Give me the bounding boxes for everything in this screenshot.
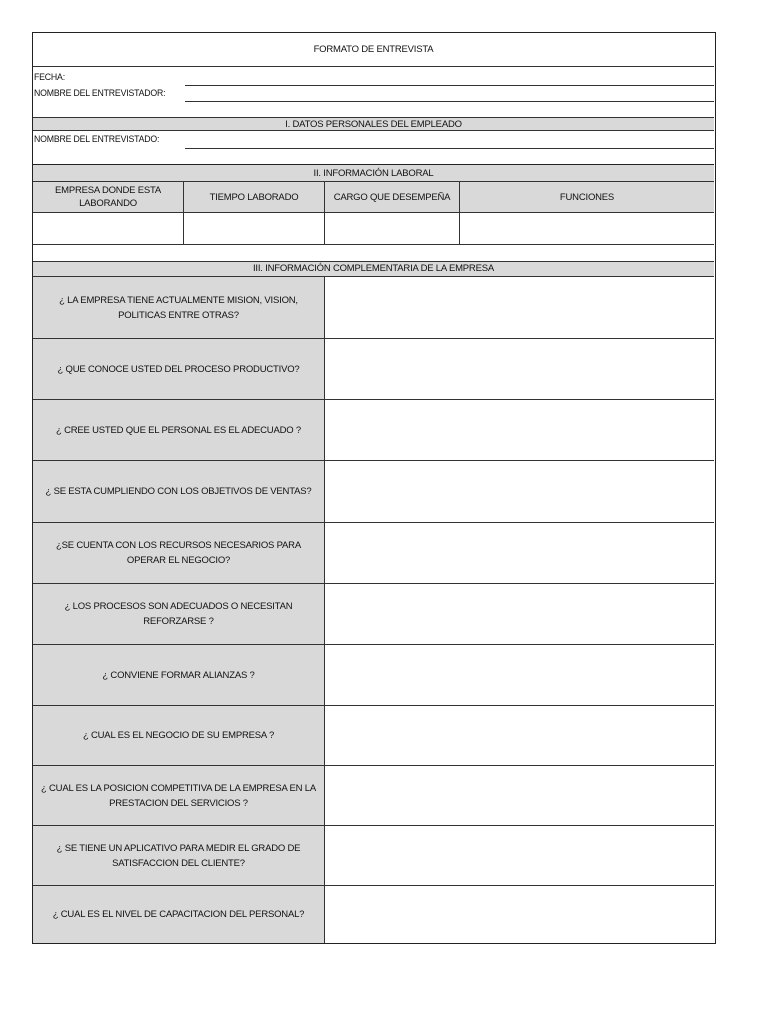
question-row	[33, 523, 714, 584]
form-title-text: FORMATO DE ENTREVISTA	[313, 44, 434, 55]
question-label	[33, 523, 325, 583]
section3-header	[33, 261, 714, 277]
question-label	[33, 461, 325, 522]
answer-field[interactable]	[325, 645, 714, 705]
answer-field[interactable]	[325, 886, 714, 943]
answer-field[interactable]	[325, 584, 714, 644]
col-empresa-label: EMPRESA DONDE ESTA LABORANDO	[54, 185, 162, 209]
question-text: ¿ QUE CONOCE USTED DEL PROCESO PRODUCTIVO?	[57, 363, 300, 375]
laboral-table-row	[33, 213, 714, 245]
question-text: ¿ CUAL ES EL NEGOCIO DE SU EMPRESA ?	[82, 730, 275, 741]
fecha-label: FECHA:	[34, 72, 65, 83]
form-title	[33, 33, 714, 66]
question-row	[33, 400, 714, 461]
entrevistador-field[interactable]	[185, 87, 714, 100]
entrevistado-underline	[185, 148, 714, 149]
cell-empresa[interactable]	[33, 213, 184, 244]
section3-title: III. INFORMACIÓN COMPLEMENTARIA DE LA EMPRESA	[252, 263, 495, 274]
cell-funciones[interactable]	[460, 213, 714, 244]
question-text: ¿ SE ESTA CUMPLIENDO CON LOS OBJETIVOS DE VENTAS?	[45, 486, 312, 497]
question-row	[33, 584, 714, 645]
entrevistado-field[interactable]	[185, 133, 714, 146]
fecha-underline	[185, 85, 714, 86]
cell-cargo[interactable]	[325, 213, 460, 244]
interview-form	[32, 32, 716, 944]
laboral-table-header	[33, 182, 714, 213]
answer-field[interactable]	[325, 706, 714, 765]
question-label	[33, 766, 325, 825]
col-funciones	[460, 182, 714, 212]
section1-title: I. DATOS PERSONALES DEL EMPLEADO	[285, 119, 462, 130]
answer-field[interactable]	[325, 400, 714, 460]
question-text: ¿ CREE USTED QUE EL PERSONAL ES EL ADECUADO ?	[56, 424, 301, 436]
section1-header	[33, 117, 714, 131]
answer-field[interactable]	[325, 826, 714, 885]
divider	[33, 66, 714, 67]
question-row	[33, 886, 714, 943]
col-empresa	[33, 182, 184, 212]
question-label	[33, 400, 325, 460]
question-label	[33, 339, 325, 399]
question-row	[33, 766, 714, 826]
entrevistado-label: NOMBRE DEL ENTREVISTADO:	[34, 134, 160, 145]
col-tiempo-label: TIEMPO LABORADO	[209, 191, 299, 203]
question-text: ¿ CUAL ES EL NIVEL DE CAPACITACION DEL PERSONAL?	[52, 909, 305, 920]
question-row	[33, 645, 714, 706]
question-label	[33, 277, 325, 338]
question-label	[33, 826, 325, 885]
cell-tiempo[interactable]	[184, 213, 325, 244]
question-label	[33, 706, 325, 765]
question-row	[33, 277, 714, 339]
answer-field[interactable]	[325, 277, 714, 338]
col-cargo-label: CARGO QUE DESEMPEÑA	[333, 191, 451, 203]
entrevistador-label: NOMBRE DEL ENTREVISTADOR:	[34, 88, 166, 99]
question-row	[33, 826, 714, 886]
question-text: ¿SE CUENTA CON LOS RECURSOS NECESARIOS PARA OPERAR EL NEGOCIO?	[56, 540, 301, 566]
question-text: ¿ CUAL ES LA POSICION COMPETITIVA DE LA EMPRESA EN LA PRESTACION DEL SERVICIOS ?	[40, 782, 316, 809]
question-row	[33, 706, 714, 766]
question-label	[33, 584, 325, 644]
question-text: ¿ LA EMPRESA TIENE ACTUALMENTE MISION, VISION, POLITICAS ENTRE OTRAS?	[59, 294, 298, 321]
answer-field[interactable]	[325, 523, 714, 583]
col-tiempo	[184, 182, 325, 212]
question-text: ¿ CONVIENE FORMAR ALIANZAS ?	[102, 669, 255, 681]
question-row	[33, 461, 714, 523]
answer-field[interactable]	[325, 766, 714, 825]
section2-header	[33, 164, 714, 182]
question-row	[33, 339, 714, 400]
section2-title: II. INFORMACIÓN LABORAL	[313, 168, 434, 179]
question-label	[33, 886, 325, 943]
entrevistador-underline	[185, 101, 714, 102]
col-cargo	[325, 182, 460, 212]
answer-field[interactable]	[325, 339, 714, 399]
answer-field[interactable]	[325, 461, 714, 522]
question-text: ¿ LOS PROCESOS SON ADECUADOS O NECESITAN REFORZARSE ?	[64, 601, 293, 627]
col-funciones-label: FUNCIONES	[559, 191, 615, 203]
question-label	[33, 645, 325, 705]
question-text: ¿ SE TIENE UN APLICATIVO PARA MEDIR EL GRADO DE SATISFACCION DEL CLIENTE?	[56, 842, 301, 869]
fecha-field[interactable]	[185, 71, 714, 84]
